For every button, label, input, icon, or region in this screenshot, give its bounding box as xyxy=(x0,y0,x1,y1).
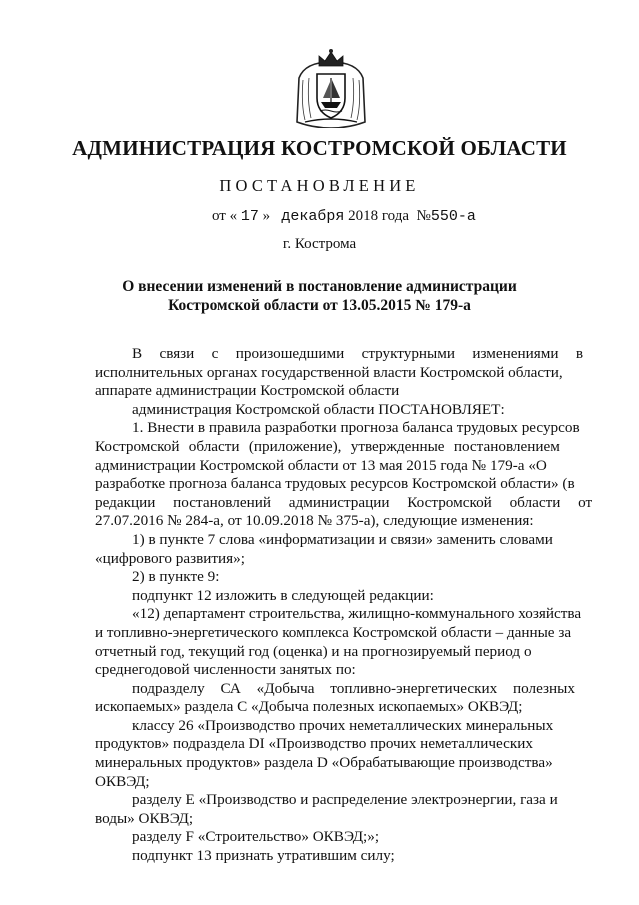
paragraph-7: «12) департамент строительства, жилищно-коммунального хозяйства и топливно-энергетического комплекса Костромской области – данные за отчетный год, текущий год (оценка) и на прогнозируемый период о среднегодовой численности занятых по: xyxy=(95,605,582,679)
document-subject xyxy=(0,277,639,315)
number-label: № xyxy=(416,208,431,224)
organization-title: АДМИНИСТРАЦИЯ КОСТРОМСКОЙ ОБЛАСТИ xyxy=(72,136,567,160)
document-date-line xyxy=(212,208,476,225)
coat-of-arms-icon xyxy=(295,48,367,128)
date-mid: » xyxy=(262,208,271,224)
document-body xyxy=(95,345,593,866)
paragraph-12: подпункт 13 признать утратившим силу; xyxy=(132,847,395,865)
paragraph-2: администрация Костромской области ПОСТАНОВЛЯЕТ: xyxy=(132,400,505,418)
subject-line-2: Костромской области от 13.05.2015 № 179-а xyxy=(168,297,471,314)
date-year: 2018 года xyxy=(348,208,410,224)
date-prefix: от « xyxy=(212,208,238,224)
document-number: 550-а xyxy=(430,208,476,225)
paragraph-3: 1. Внести в правила разработки прогноза баланса трудовых ресурсов Костромской области (приложение), утвержденные постановлением администрации Костромской области от 13 мая 2015 года № 179-а «О разработке прогноза баланса трудовых ресурсов Костромской области» (в редакции постановлений администрации Костромской области от 27.07.2016 № 284-а, от 10.09.2018 № 375-а), следующие изменения: xyxy=(95,419,593,530)
date-day: 17 xyxy=(240,208,259,225)
paragraph-4: 1) в пункте 7 слова «информатизации и связи» заменить словами «цифрового развития»; xyxy=(95,530,553,567)
paragraph-9: классу 26 «Производство прочих неметаллических минеральных продуктов» подраздела DI «Производство прочих неметаллических минеральных продуктов» раздела D «Обрабатывающие производства» ОКВЭД; xyxy=(95,716,554,790)
paragraph-1 xyxy=(95,345,583,401)
paragraph-8: подразделу СА «Добыча топливно-энергетических полезных ископаемых» раздела С «Добыча полезных ископаемых» ОКВЭД; xyxy=(95,679,575,716)
city: г. Кострома xyxy=(282,236,357,252)
paragraph-1-line-1: В связи с произошедшими структурными изменениями в xyxy=(132,345,583,362)
paragraph-6: подпункт 12 изложить в следующей редакции: xyxy=(132,586,434,604)
document-type: ПОСТАНОВЛЕНИЕ xyxy=(219,176,420,195)
paragraph-5: 2) в пункте 9: xyxy=(132,568,220,586)
date-month: декабря xyxy=(281,208,345,225)
paragraph-1-line-3: аппарате администрации Костромской области xyxy=(95,382,400,400)
paragraph-11: разделу F «Строительство» ОКВЭД;»; xyxy=(132,828,380,846)
paragraph-1-line-2: исполнительных органах государственной власти Костромской области, xyxy=(95,363,563,381)
subject-line-1: О внесении изменений в постановление администрации xyxy=(122,278,517,295)
paragraph-10: разделу Е «Производство и распределение электроэнергии, газа и воды» ОКВЭД; xyxy=(95,791,558,827)
